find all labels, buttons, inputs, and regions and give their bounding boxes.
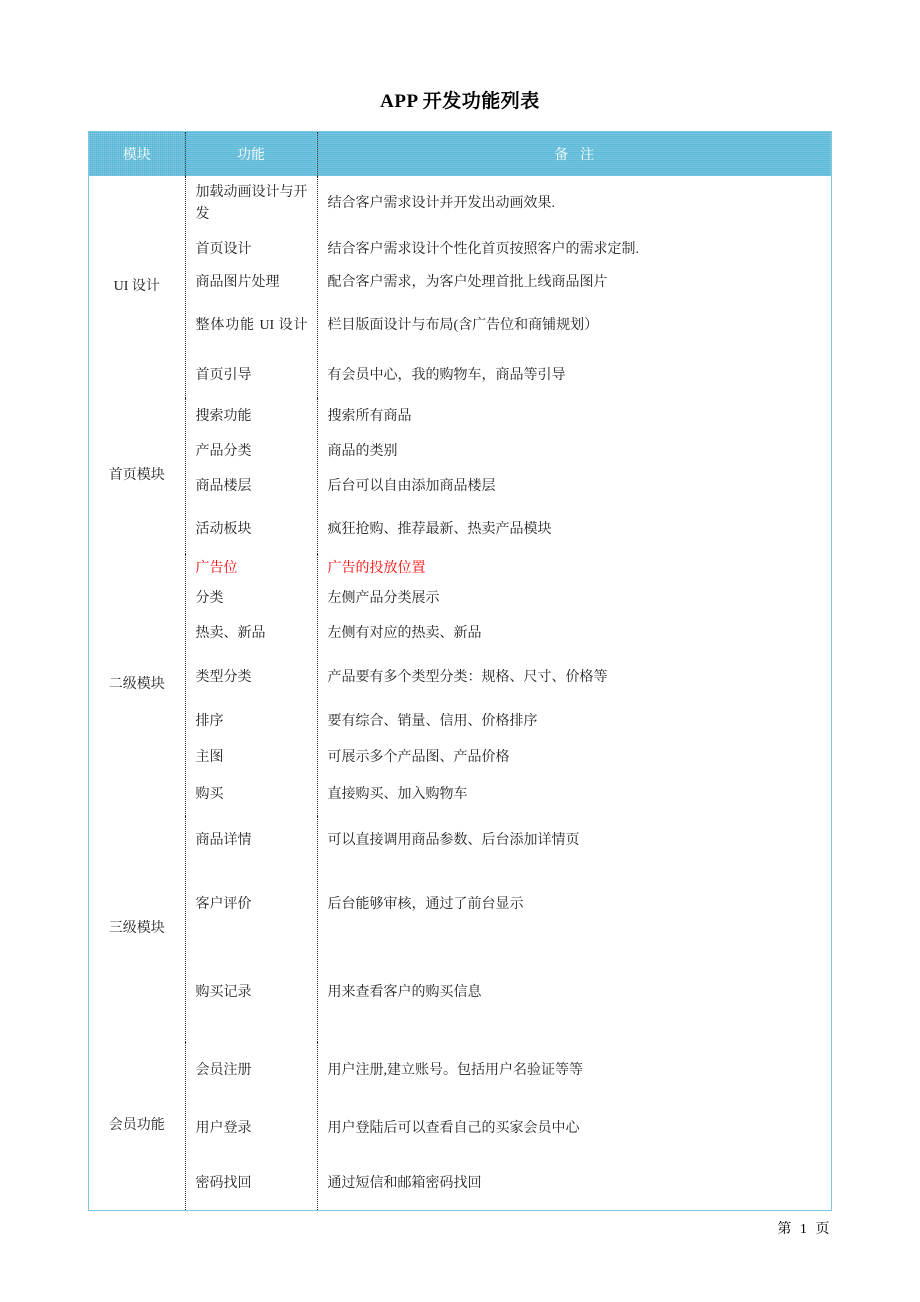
module-label: 三级模块 bbox=[108, 921, 165, 937]
remark-line bbox=[328, 298, 824, 354]
function-label: 热卖、新品 bbox=[195, 626, 266, 642]
module-label: 二级模块 bbox=[108, 677, 165, 693]
remark-label: 可展示多个产品图、产品价格 bbox=[327, 750, 510, 766]
column-header-function bbox=[185, 132, 317, 176]
function-line bbox=[196, 506, 309, 554]
table-row bbox=[89, 1042, 831, 1210]
function-line bbox=[196, 1100, 309, 1158]
function-line bbox=[196, 398, 309, 436]
remark-label: 商品的类别 bbox=[327, 444, 398, 460]
remark-line bbox=[328, 398, 824, 436]
remark-label: 后台可以自由添加商品楼层 bbox=[327, 479, 496, 495]
module-label: 会员功能 bbox=[108, 1118, 165, 1134]
function-label: 密码找回 bbox=[195, 1176, 252, 1192]
function-line bbox=[196, 584, 309, 614]
function-label: 分类 bbox=[195, 591, 224, 607]
function-line bbox=[196, 268, 309, 298]
page-number-label: 第 1 页 bbox=[777, 1222, 832, 1237]
module-cell bbox=[89, 554, 185, 816]
remark-label: 栏目版面设计与布局(含广告位和商铺规划） bbox=[327, 318, 599, 334]
remark-line bbox=[328, 944, 824, 1042]
function-cell bbox=[185, 554, 317, 816]
function-line bbox=[196, 354, 309, 398]
remark-label: 有会员中心，我的购物车，商品等引导 bbox=[327, 368, 566, 384]
function-label: 用户登录 bbox=[195, 1121, 252, 1137]
remark-line bbox=[328, 554, 824, 584]
remark-label: 搜索所有商品 bbox=[327, 409, 412, 425]
remark-label: 后台能够审核，通过了前台显示 bbox=[327, 897, 524, 913]
remark-line bbox=[328, 506, 824, 554]
table-row bbox=[89, 816, 831, 1042]
remark-label: 用来查看客户的购买信息 bbox=[327, 985, 482, 1001]
function-line bbox=[196, 614, 309, 654]
remark-label: 可以直接调用商品参数、后台添加详情页 bbox=[327, 833, 580, 849]
function-cell bbox=[185, 398, 317, 554]
function-line bbox=[196, 654, 309, 702]
function-label: 主图 bbox=[195, 750, 224, 766]
remark-label: 用户注册,建立账号。包括用户名验证等等 bbox=[327, 1063, 583, 1079]
function-cell bbox=[185, 1042, 317, 1210]
remark-cell bbox=[317, 398, 831, 554]
remark-line bbox=[328, 816, 824, 866]
remark-line bbox=[328, 654, 824, 702]
remark-line bbox=[328, 742, 824, 774]
function-label: 产品分类 bbox=[195, 444, 252, 460]
function-line bbox=[196, 702, 309, 742]
page-footer bbox=[777, 1218, 832, 1238]
function-label: 购买记录 bbox=[195, 985, 252, 1001]
remark-label: 左侧有对应的热卖、新品 bbox=[327, 626, 482, 642]
remark-line bbox=[328, 176, 824, 232]
table-body bbox=[89, 176, 831, 1210]
remark-label: 直接购买、加入购物车 bbox=[327, 787, 468, 803]
function-label: 广告位 bbox=[195, 561, 238, 577]
remark-label: 疯狂抢购、推荐最新、热卖产品模块 bbox=[327, 522, 552, 538]
page-title: APP 开发功能列表 bbox=[380, 91, 540, 112]
remark-line bbox=[328, 354, 824, 398]
function-line bbox=[196, 232, 309, 268]
function-label: 整体功能 UI 设计 bbox=[195, 318, 308, 334]
remark-label: 产品要有多个类型分类：规格、尺寸、价格等 bbox=[327, 670, 608, 686]
function-label: 排序 bbox=[195, 714, 224, 730]
function-label: 购买 bbox=[195, 787, 224, 803]
function-label: 会员注册 bbox=[195, 1063, 252, 1079]
module-cell bbox=[89, 816, 185, 1042]
table-header bbox=[89, 132, 831, 176]
module-cell bbox=[89, 1042, 185, 1210]
column-header-remark-label: 备 注 bbox=[554, 148, 599, 163]
remark-line bbox=[328, 268, 824, 298]
remark-label: 结合客户需求设计个性化首页按照客户的需求定制. bbox=[327, 242, 639, 258]
remark-cell bbox=[317, 176, 831, 398]
function-cell bbox=[185, 816, 317, 1042]
remark-line bbox=[328, 468, 824, 506]
module-cell bbox=[89, 176, 185, 398]
function-line bbox=[196, 1042, 309, 1100]
function-line bbox=[196, 554, 309, 584]
remark-line bbox=[328, 232, 824, 268]
function-line bbox=[196, 774, 309, 816]
remark-line bbox=[328, 866, 824, 944]
remark-line bbox=[328, 702, 824, 742]
function-cell bbox=[185, 176, 317, 398]
function-label: 商品楼层 bbox=[195, 479, 252, 495]
remark-line bbox=[328, 1100, 824, 1158]
function-line bbox=[196, 298, 309, 354]
function-label: 客户评价 bbox=[195, 897, 252, 913]
function-line bbox=[196, 468, 309, 506]
remark-line bbox=[328, 1158, 824, 1210]
remark-line bbox=[328, 614, 824, 654]
remark-line bbox=[328, 774, 824, 816]
table bbox=[89, 132, 831, 1210]
remark-line bbox=[328, 436, 824, 468]
function-line bbox=[196, 176, 309, 232]
remark-cell bbox=[317, 1042, 831, 1210]
remark-cell bbox=[317, 816, 831, 1042]
remark-line bbox=[328, 1042, 824, 1100]
function-label: 商品图片处理 bbox=[195, 275, 280, 291]
function-line bbox=[196, 742, 309, 774]
function-line bbox=[196, 944, 309, 1042]
table-row bbox=[89, 554, 831, 816]
module-cell bbox=[89, 398, 185, 554]
function-list-table bbox=[88, 131, 832, 1211]
column-header-module bbox=[89, 132, 185, 176]
function-label: 类型分类 bbox=[195, 670, 252, 686]
remark-cell bbox=[317, 554, 831, 816]
header-row bbox=[89, 132, 831, 176]
function-label: 首页引导 bbox=[195, 368, 252, 384]
remark-label: 广告的投放位置 bbox=[327, 561, 426, 577]
function-label: 搜索功能 bbox=[195, 409, 252, 425]
remark-label: 左侧产品分类展示 bbox=[327, 591, 440, 607]
module-label: 首页模块 bbox=[108, 468, 165, 484]
remark-line bbox=[328, 584, 824, 614]
module-label: UI 设计 bbox=[113, 279, 160, 295]
function-label: 商品详情 bbox=[195, 833, 252, 849]
remark-label: 要有综合、销量、信用、价格排序 bbox=[327, 714, 538, 730]
function-line bbox=[196, 816, 309, 866]
column-header-function-label: 功能 bbox=[237, 148, 265, 163]
remark-label: 用户登陆后可以查看自己的买家会员中心 bbox=[327, 1121, 580, 1137]
remark-label: 结合客户需求设计并开发出动画效果. bbox=[327, 196, 555, 212]
function-line bbox=[196, 436, 309, 468]
remark-label: 通过短信和邮箱密码找回 bbox=[327, 1176, 482, 1192]
function-label: 加载动画设计与开发 bbox=[195, 185, 308, 222]
table-row bbox=[89, 398, 831, 554]
remark-label: 配合客户需求，为客户处理首批上线商品图片 bbox=[327, 275, 608, 291]
column-header-remark bbox=[317, 132, 831, 176]
function-line bbox=[196, 866, 309, 944]
function-label: 活动板块 bbox=[195, 522, 252, 538]
table-row bbox=[89, 176, 831, 398]
function-label: 首页设计 bbox=[195, 242, 252, 258]
function-line bbox=[196, 1158, 309, 1210]
column-header-module-label: 模块 bbox=[122, 148, 151, 163]
